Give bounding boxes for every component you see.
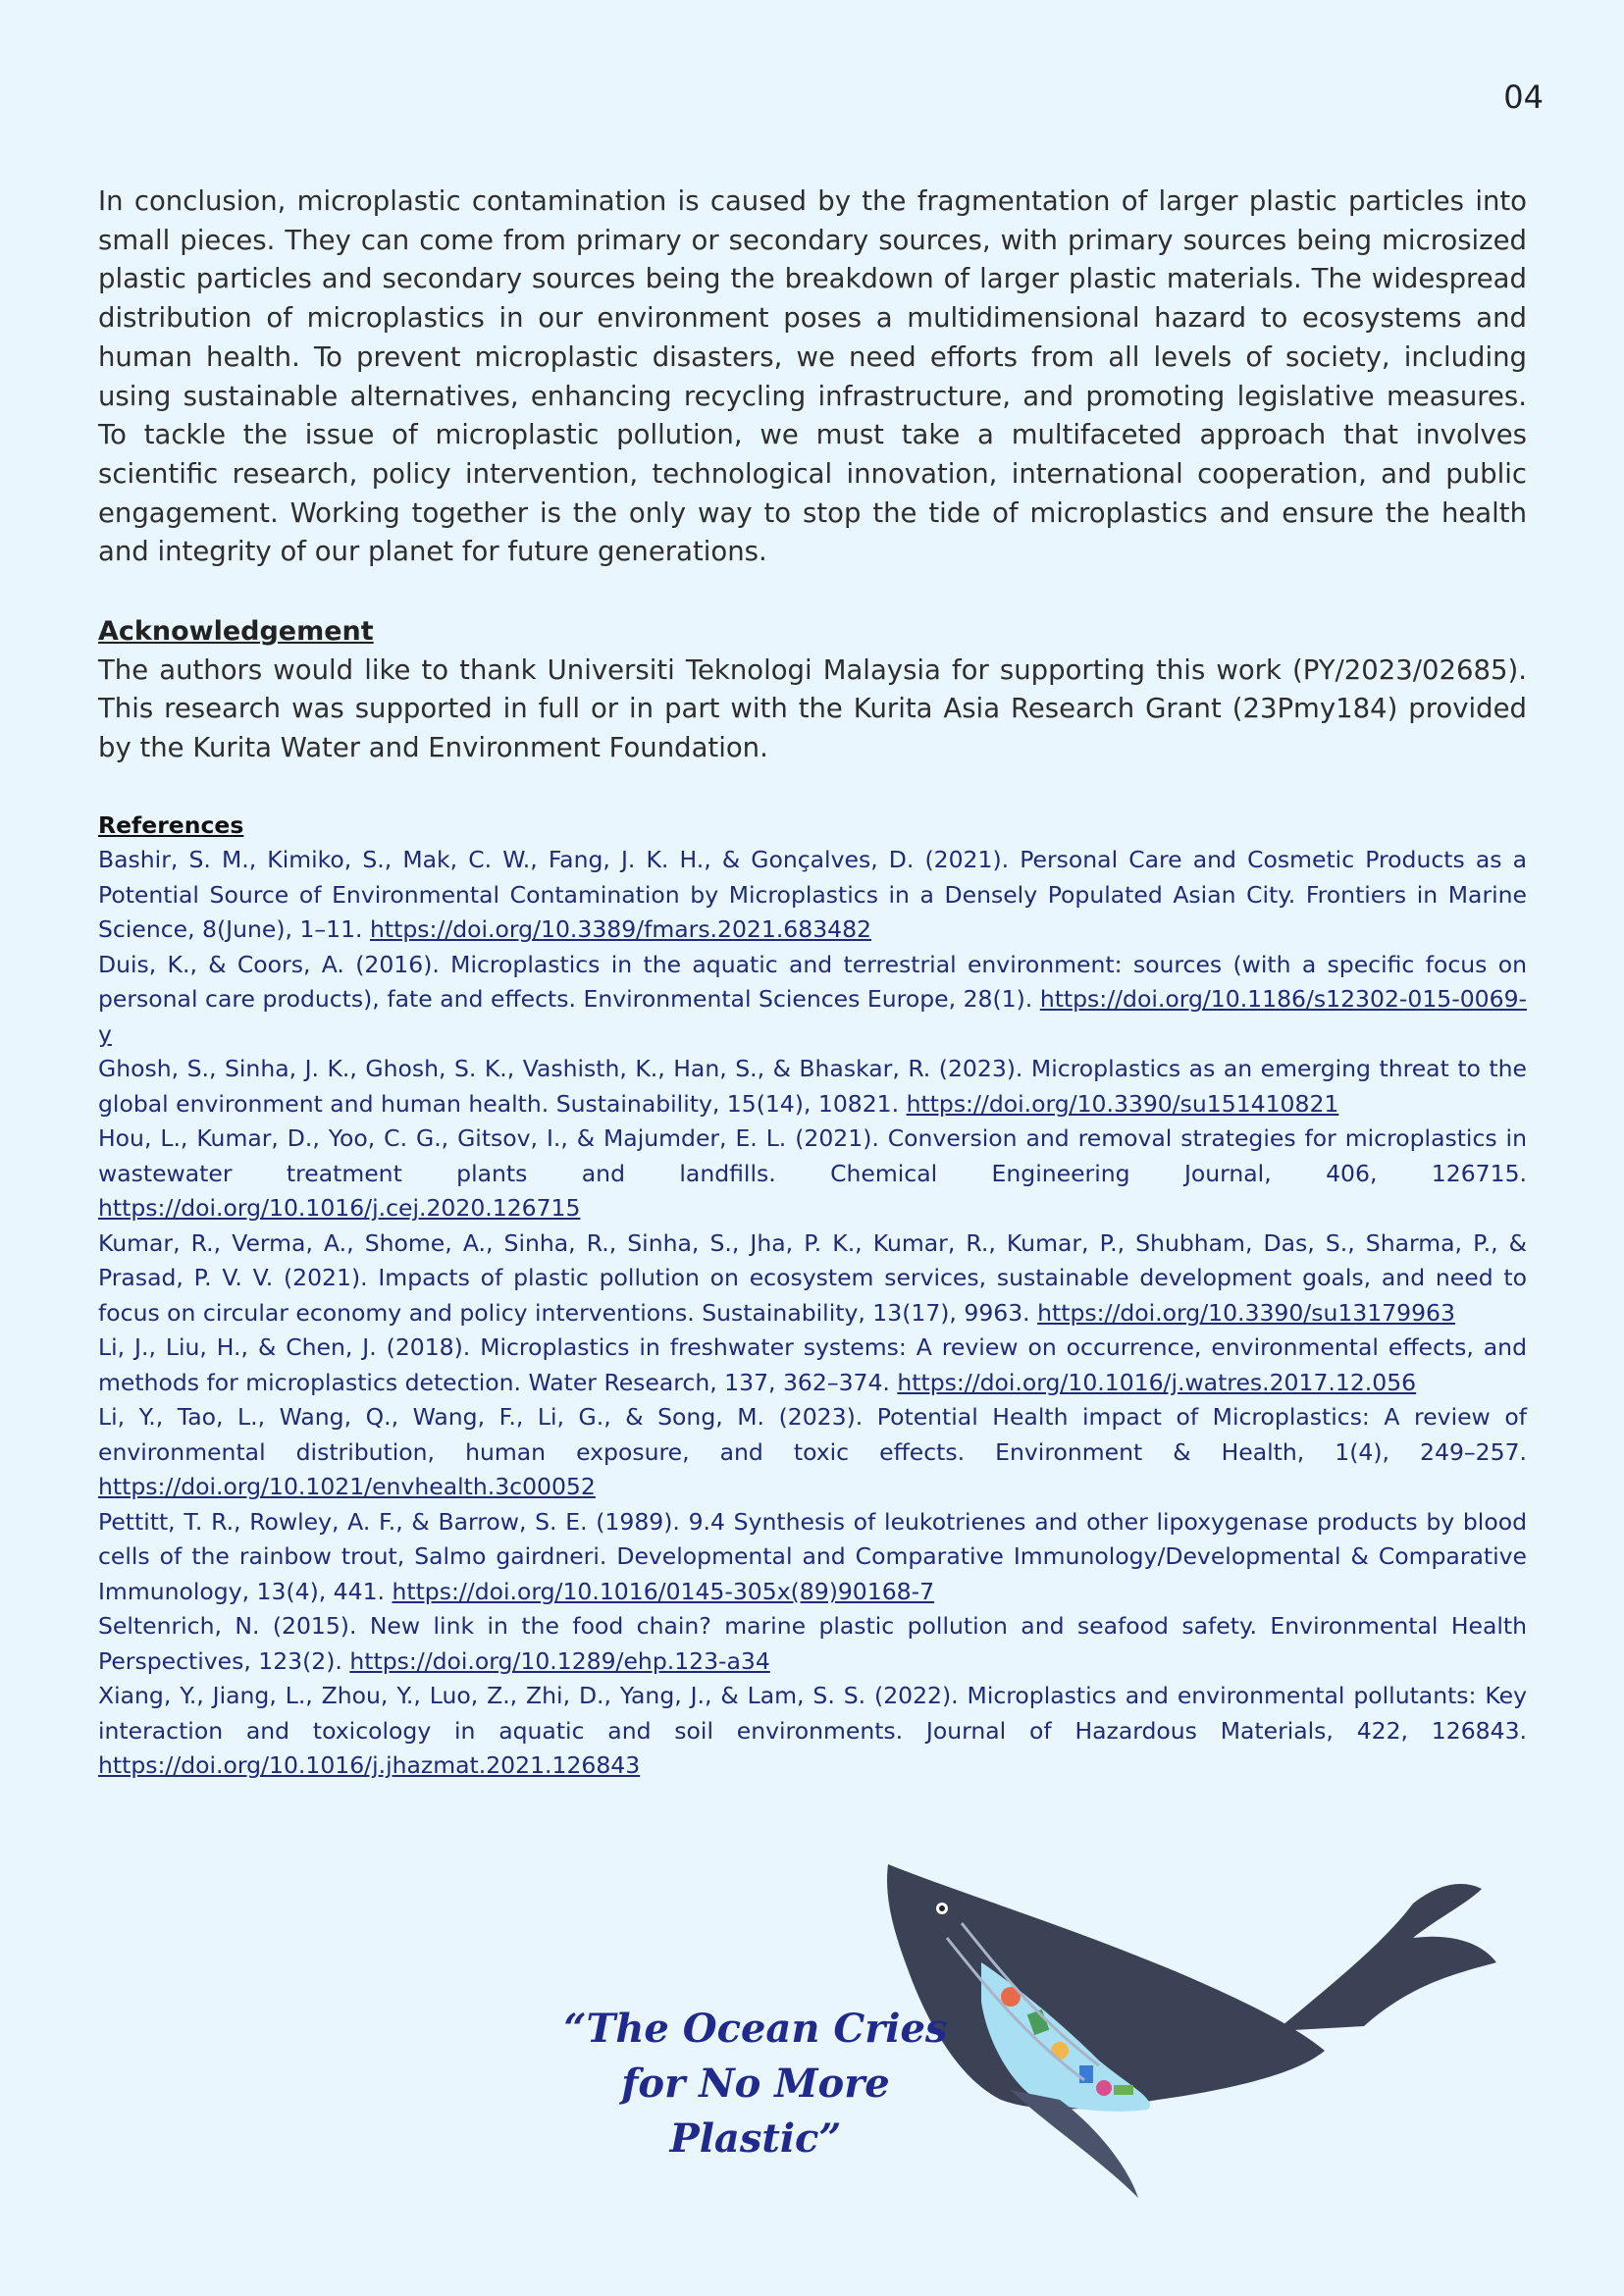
reference-doi-link[interactable]: https://doi.org/10.1016/j.jhazmat.2021.126843 xyxy=(98,1751,641,1780)
references-heading: References xyxy=(98,810,244,839)
reference-text: Ghosh, S., Sinha, J. K., Ghosh, S. K., Vashisth, K., Han, S., & Bhaskar, R. (2023). Microplastics as an emerging threat to the global environment and human health. Sustainability, 15(14), 10821. xyxy=(98,1055,1527,1118)
reference-text: Xiang, Y., Jiang, L., Zhou, Y., Luo, Z., Zhi, D., Yang, J., & Lam, S. S. (2022). Microplastics and environmental pollutants: Key interaction and toxicology in aquatic and soil environments. Journal of Hazardous Materials, 422, 126843. xyxy=(98,1682,1527,1745)
whale-tail xyxy=(1276,1884,1496,2031)
reference-doi-link[interactable]: https://doi.org/10.1016/j.watres.2017.12.056 xyxy=(897,1368,1417,1396)
reference-item xyxy=(98,1226,1527,1331)
reference-item xyxy=(98,843,1527,948)
page-content xyxy=(98,183,1527,1784)
reference-text: Kumar, R., Verma, A., Shome, A., Sinha, R., Sinha, S., Jha, P. K., Kumar, R., Kumar, P., Shubham, Das, S., Sharma, P., & Prasad, P. V. V. (2021). Impacts of plastic pollution on ecosystem services, sustainable development goals, and need to focus on circular economy and policy interventions. Sustainability, 13(17), 9963. xyxy=(98,1228,1527,1327)
reference-text: Li, Y., Tao, L., Wang, Q., Wang, F., Li, G., & Song, M. (2023). Potential Health impact of Microplastics: A review of environmental distribution, human exposure, and toxic effects. Environment & Health, 1(4), 249–257. xyxy=(98,1403,1527,1466)
reference-item xyxy=(98,1505,1527,1610)
reference-item xyxy=(98,1609,1527,1679)
reference-text: Bashir, S. M., Kimiko, S., Mak, C. W., Fang, J. K. H., & Gonçalves, D. (2021). Personal Care and Cosmetic Products as a Potential Source of Environmental Contamination by Microplastics in a Densely Populated Asian City. Frontiers in Marine Science, 8(June), 1–11. xyxy=(98,846,1527,944)
plastic-piece xyxy=(1096,2080,1112,2096)
reference-text: Pettitt, T. R., Rowley, A. F., & Barrow, S. E. (1989). 9.4 Synthesis of leukotrienes and other lipoxygenase products by blood cells of the rainbow trout, Salmo gairdneri. Developmental and Comparative Immunology/Developmental & Comparative Immunology, 13(4), 441. xyxy=(98,1507,1527,1605)
reference-text: Seltenrich, N. (2015). New link in the food chain? marine plastic pollution and seafood safety. Environmental Health Perspectives, 123(2). xyxy=(98,1612,1527,1675)
page-number: 04 xyxy=(1503,78,1544,116)
reference-doi-link[interactable]: https://doi.org/10.1186/s12302-015-0069-y xyxy=(98,985,1527,1048)
reference-item xyxy=(98,1679,1527,1784)
reference-doi-link[interactable]: https://doi.org/10.1021/envhealth.3c00052 xyxy=(98,1473,596,1501)
reference-text: Hou, L., Kumar, D., Yoo, C. G., Gitsov, I., & Majumder, E. L. (2021). Conversion and removal strategies for microplastics in wastewater treatment plants and landfills. Chemical Engineering Journal, 406, 126715. xyxy=(98,1124,1527,1187)
acknowledgement-paragraph: The authors would like to thank Universiti Teknologi Malaysia for supporting this work (PY/2023/02685). This research was supported in full or in part with the Kurita Asia Research Grant (23Pmy184) provided by the Kurita Water and Environment Foundation. xyxy=(98,653,1527,764)
acknowledgement-heading: Acknowledgement xyxy=(98,616,374,648)
references-list xyxy=(98,843,1527,1784)
reference-item xyxy=(98,1122,1527,1226)
reference-doi-link[interactable]: https://doi.org/10.3390/su151410821 xyxy=(906,1089,1339,1118)
slogan-line-2: for No More Plastic” xyxy=(621,2061,890,2162)
plastic-piece xyxy=(1114,2085,1133,2095)
reference-doi-link[interactable]: https://doi.org/10.1289/ehp.123-a34 xyxy=(349,1646,770,1675)
reference-doi-link[interactable]: https://doi.org/10.1016/j.cej.2020.126715 xyxy=(98,1194,581,1223)
reference-text: Li, J., Liu, H., & Chen, J. (2018). Microplastics in freshwater systems: A review on occurrence, environmental effects, and methods for microplastics detection. Water Research, 137, 362–374. xyxy=(98,1333,1527,1396)
reference-item xyxy=(98,1052,1527,1122)
conclusion-paragraph: In conclusion, microplastic contamination is caused by the fragmentation of larger plastic particles into small pieces. They can come from primary or secondary sources, with primary sources being microsized plastic particles and secondary sources being the breakdown of larger plastic materials. The widespread distribution of microplastics in our environment poses a multidimensional hazard to ecosystems and human health. To prevent microplastic disasters, we need efforts from all levels of society, including using sustainable alternatives, enhancing recycling infrastructure, and promoting legislative measures. To tackle the issue of microplastic pollution, we must take a multifaceted approach that involves scientific research, policy intervention, technological innovation, international cooperation, and public engagement. Working together is the only way to stop the tide of microplastics and ensure the health and integrity of our planet for future generations. xyxy=(98,185,1527,568)
reference-item xyxy=(98,948,1527,1053)
reference-item xyxy=(98,1400,1527,1505)
reference-doi-link[interactable]: https://doi.org/10.1016/0145-305x(89)90168-7 xyxy=(392,1577,935,1605)
plastic-piece xyxy=(1079,2065,1093,2083)
reference-item xyxy=(98,1331,1527,1400)
reference-text: Duis, K., & Coors, A. (2016). Microplastics in the aquatic and terrestrial environment: sources (with a specific focus on personal care products), fate and effects. Environmental Sciences Europe, 28(1). xyxy=(98,950,1527,1014)
slogan xyxy=(550,2002,962,2166)
reference-doi-link[interactable]: https://doi.org/10.3389/fmars.2021.683482 xyxy=(370,915,872,944)
reference-doi-link[interactable]: https://doi.org/10.3390/su13179963 xyxy=(1037,1298,1455,1327)
slogan-line-1: “The Ocean Cries xyxy=(563,2006,948,2052)
